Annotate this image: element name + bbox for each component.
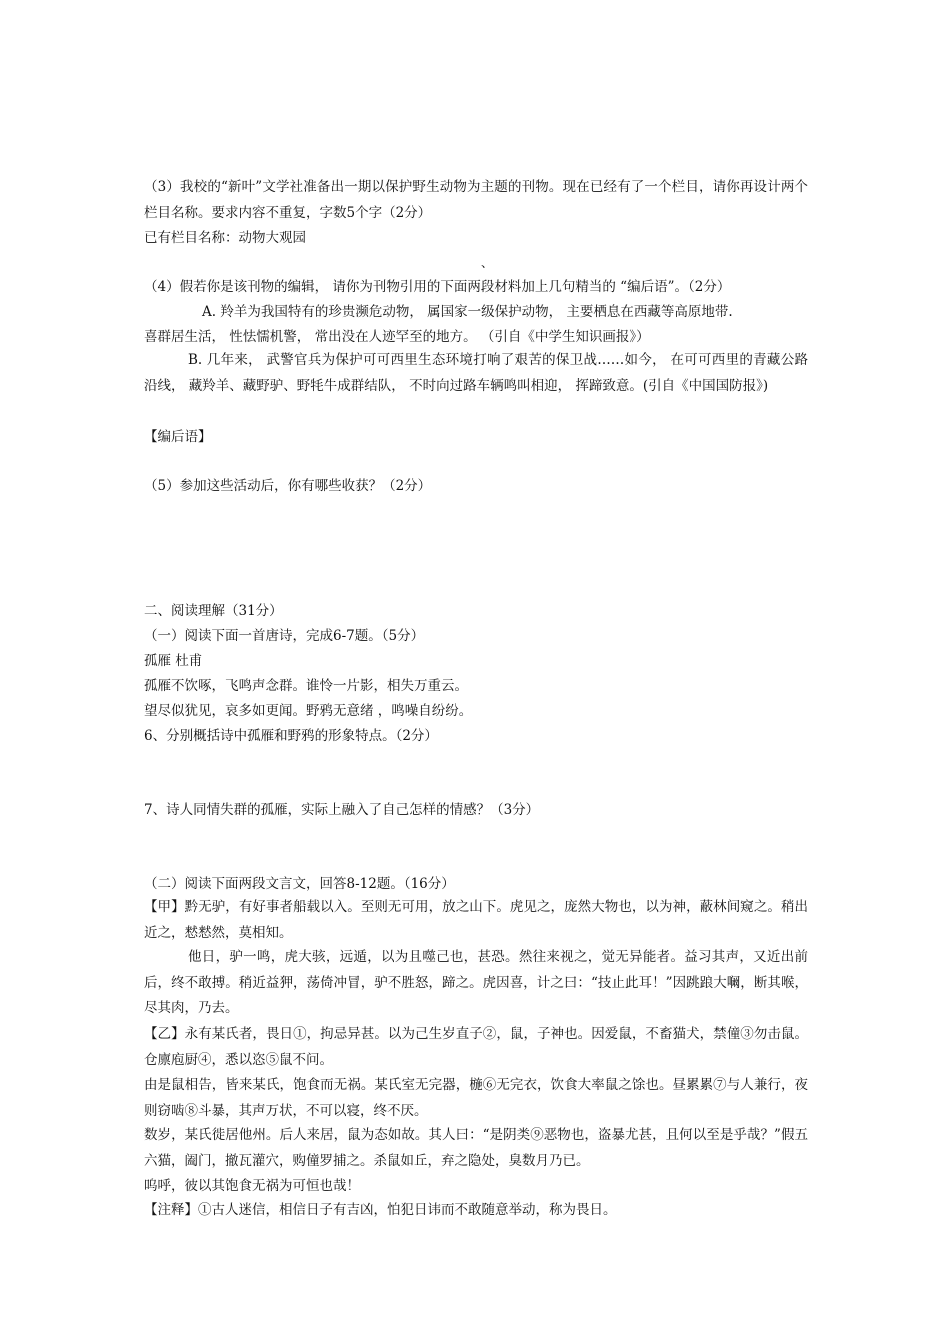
existing-column-name: 已有栏目名称：动物大观园 (144, 230, 306, 246)
section-2-heading: 二、阅读理解（31分） (144, 603, 283, 619)
material-b: B. 几年来， 武警官兵为保护可可西里生态环境打响了艰苦的保卫战……如今， 在可可西里的青藏公路沿线， 藏羚羊、藏野驴、野牦牛成群结队， 不时向过路车辆鸣叫相迎， 挥蹄致意。(引自《中国国防报》) (144, 352, 808, 394)
stray-mark: 、 (481, 256, 494, 270)
question-3-prompt: （3）我校的“新叶”文学社准备出一期以保护野生动物为主题的刊物。现在已经有了一个栏目，请你再设计两个栏目名称。要求内容不重复，字数5个字（2分） (144, 179, 808, 221)
part-2-title: （二）阅读下面两段文言文，回答8-12题。（16分） (144, 876, 455, 892)
passage-yi-paragraph-1: 【乙】永有某氏者，畏日①，拘忌异甚。以为己生岁直子②，鼠，子神也。因爱鼠，不畜猫犬，禁僮③勿击鼠。仓廪庖厨④，悉以恣⑤鼠不问。 (144, 1026, 808, 1068)
part-1-title: （一）阅读下面一首唐诗，完成6-7题。（5分） (144, 628, 425, 644)
poem-line-1: 孤雁不饮啄，飞鸣声念群。谁怜一片影，相失万重云。 (144, 678, 468, 694)
passage-jia-paragraph-2: 他日，驴一鸣，虎大骇，远遁，以为且噬己也，甚恐。然往来视之，觉无异能者。益习其声，又近出前后，终不敢搏。稍近益狎，荡倚冲冒，驴不胜怒，蹄之。虎因喜，计之曰：“技止此耳！”因跳踉大㘎，断其喉，尽其肉，乃去。 (144, 949, 808, 1016)
passage-jia-paragraph-1: 【甲】黔无驴，有好事者船载以入。至则无可用，放之山下。虎见之，庞然大物也，以为神，蔽林间窥之。稍出近之，慭慭然，莫相知。 (144, 899, 808, 941)
question-4-prompt: （4）假若你是该刊物的编辑， 请你为刊物引用的下面两段材料加上几句精当的 “编后语”。（2分） (144, 279, 731, 295)
passage-yi-paragraph-2: 由是鼠相告，皆来某氏，饱食而无祸。某氏室无完器，椸⑥无完衣，饮食大率鼠之馀也。昼累累⑦与人兼行，夜则窃啮⑧斗暴，其声万状，不可以寝，终不厌。 (144, 1077, 808, 1119)
material-a-line-1: A. 羚羊为我国特有的珍贵濒危动物， 属国家一级保护动物， 主要栖息在西藏等高原地带. (202, 304, 733, 320)
question-6: 6、分别概括诗中孤雁和野鸦的形象特点。（2分） (144, 728, 438, 744)
question-7: 7、诗人同情失群的孤雁，实际上融入了自己怎样的情感？（3分） (144, 802, 540, 818)
passage-yi-paragraph-3: 数岁，某氏徙居他州。后人来居，鼠为态如故。其人曰：“是阴类⑨恶物也，盗暴尤甚，且何以至是乎哉？”假五六猫，阖门，撤瓦灌穴，购僮罗捕之。杀鼠如丘，弃之隐处，臭数月乃已。 (144, 1127, 808, 1169)
question-5-prompt: （5）参加这些活动后，你有哪些收获？（2分） (144, 478, 432, 494)
editor-note-label: 【编后语】 (144, 429, 212, 445)
poem-title: 孤雁 杜甫 (144, 653, 203, 669)
material-a-line-2: 喜群居生活， 性怯懦机警， 常出没在人迹罕至的地方。 （引自《中学生知识画报》） (144, 329, 650, 345)
poem-line-2: 望尽似犹见，哀多如更闻。野鸦无意绪 ，鸣噪自纷纷。 (144, 703, 473, 719)
annotation-note: 【注释】①古人迷信，相信日子有吉凶，怕犯日讳而不敢随意举动，称为畏日。 (144, 1202, 617, 1218)
passage-yi-paragraph-4: 呜呼，彼以其饱食无祸为可恒也哉！ (144, 1178, 360, 1194)
